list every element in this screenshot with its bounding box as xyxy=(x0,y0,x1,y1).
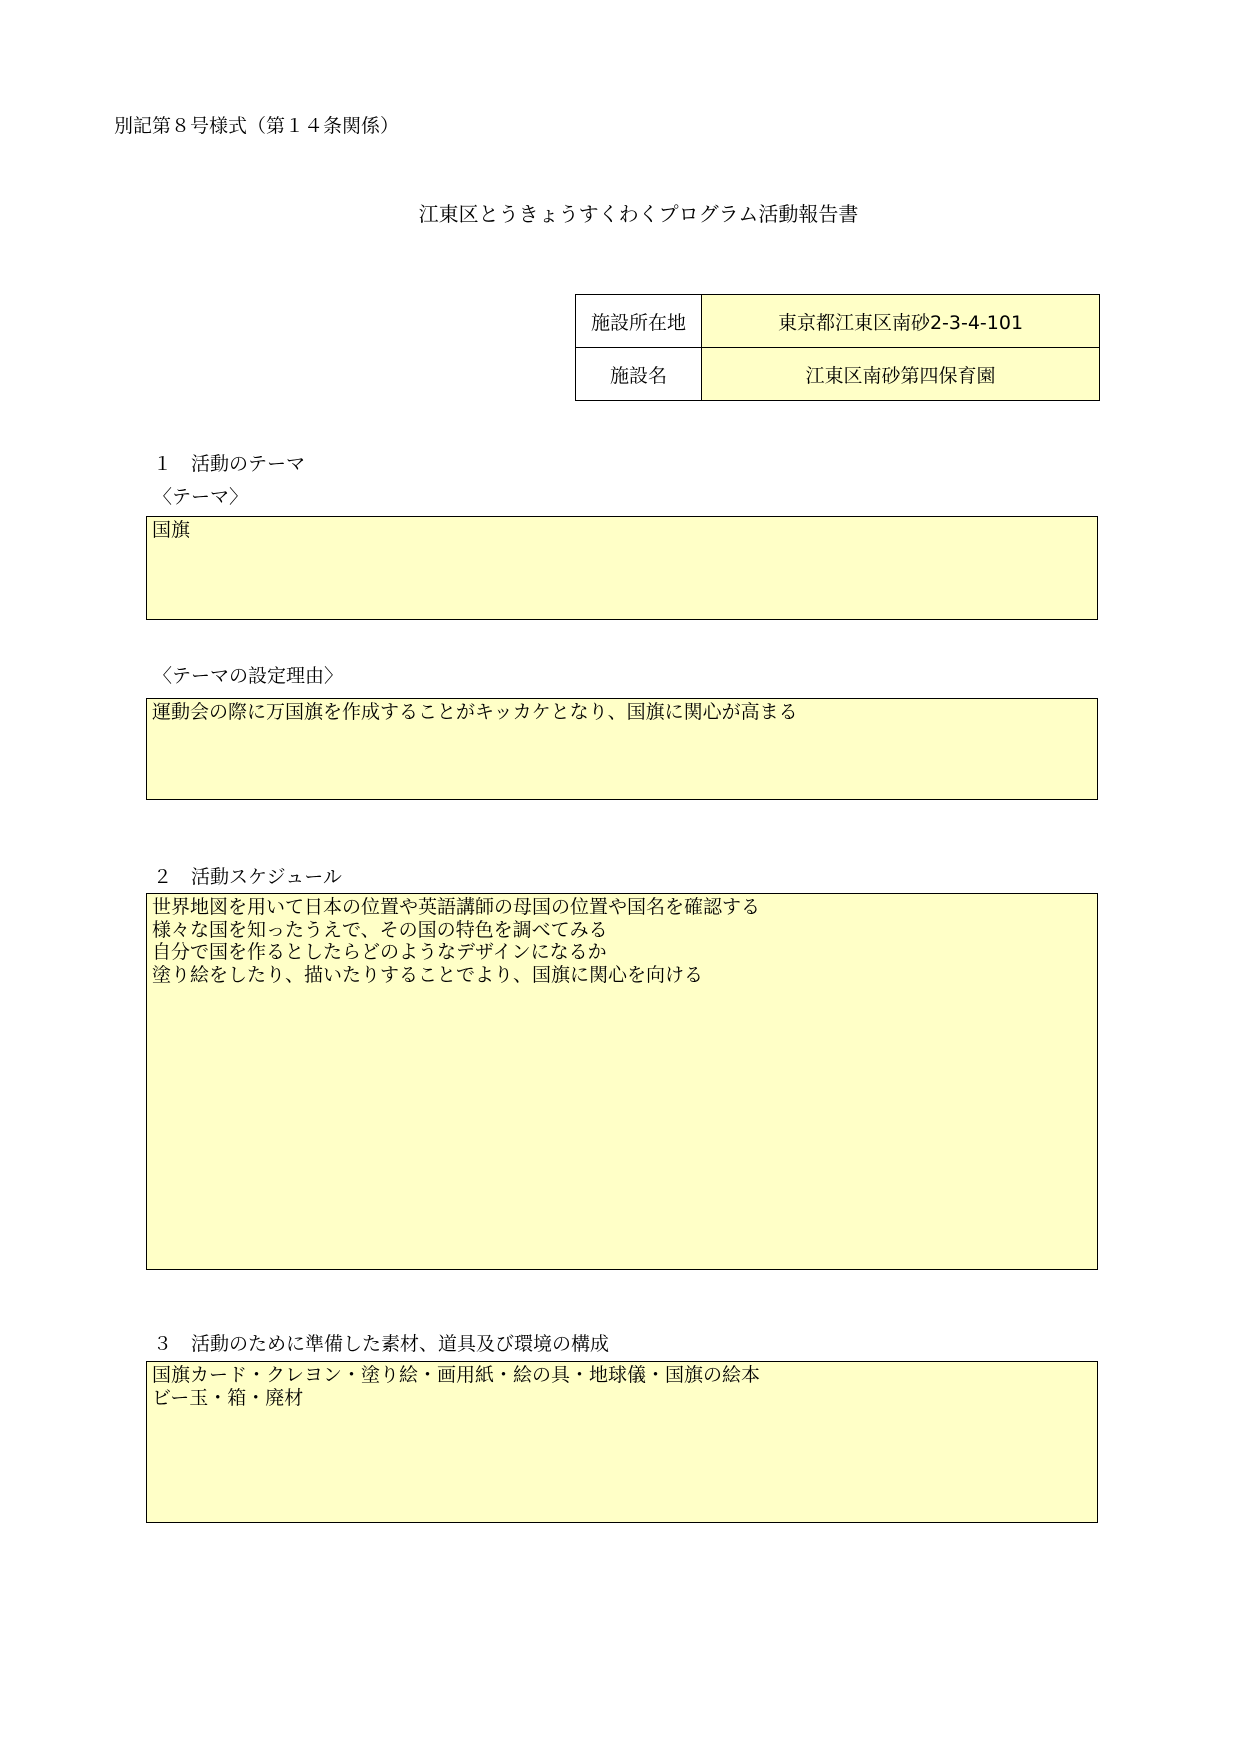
theme-reason-text: 運動会の際に万国旗を作成することがキッカケとなり、国旗に関心が高まる xyxy=(152,701,798,723)
materials-line: 国旗カード・クレヨン・塗り絵・画用紙・絵の具・地球儀・国旗の絵本 xyxy=(152,1364,761,1386)
section1-heading: １ 活動のテーマ xyxy=(153,453,306,475)
schedule-field[interactable] xyxy=(146,893,1098,1270)
facility-name-row xyxy=(576,348,1100,401)
theme-label: 〈テーマ〉 xyxy=(153,486,249,508)
materials-field[interactable] xyxy=(146,1361,1098,1523)
facility-table xyxy=(575,294,1100,401)
schedule-line: 世界地図を用いて日本の位置や英語講師の母国の位置や国名を確認する xyxy=(152,896,761,918)
facility-name-field[interactable]: 江東区南砂第四保育園 xyxy=(702,348,1100,401)
facility-address-label: 施設所在地 xyxy=(576,295,702,348)
theme-reason-field[interactable] xyxy=(146,698,1098,800)
facility-name-label: 施設名 xyxy=(576,348,702,401)
document-title: 江東区とうきょうすくわくプログラム活動報告書 xyxy=(418,202,859,226)
theme-text: 国旗 xyxy=(152,519,191,541)
form-number: 別記第８号様式（第１４条関係） xyxy=(114,115,400,137)
facility-address-row xyxy=(576,295,1100,348)
schedule-line: 様々な国を知ったうえで、その国の特色を調べてみる xyxy=(152,918,608,941)
schedule-line: 自分で国を作るとしたらどのようなデザインになるか xyxy=(152,941,607,963)
section3-heading: ３ 活動のために準備した素材、道具及び環境の構成 xyxy=(153,1333,610,1355)
section2-heading: ２ 活動スケジュール xyxy=(153,866,342,888)
facility-address-field[interactable]: 東京都江東区南砂2-3-4-101 xyxy=(702,295,1100,348)
theme-reason-label: 〈テーマの設定理由〉 xyxy=(153,665,344,687)
materials-line: ビー玉・箱・廃材 xyxy=(152,1386,304,1409)
schedule-line: 塗り絵をしたり、描いたりすることでより、国旗に関心を向ける xyxy=(152,963,704,986)
theme-field[interactable] xyxy=(146,516,1098,620)
